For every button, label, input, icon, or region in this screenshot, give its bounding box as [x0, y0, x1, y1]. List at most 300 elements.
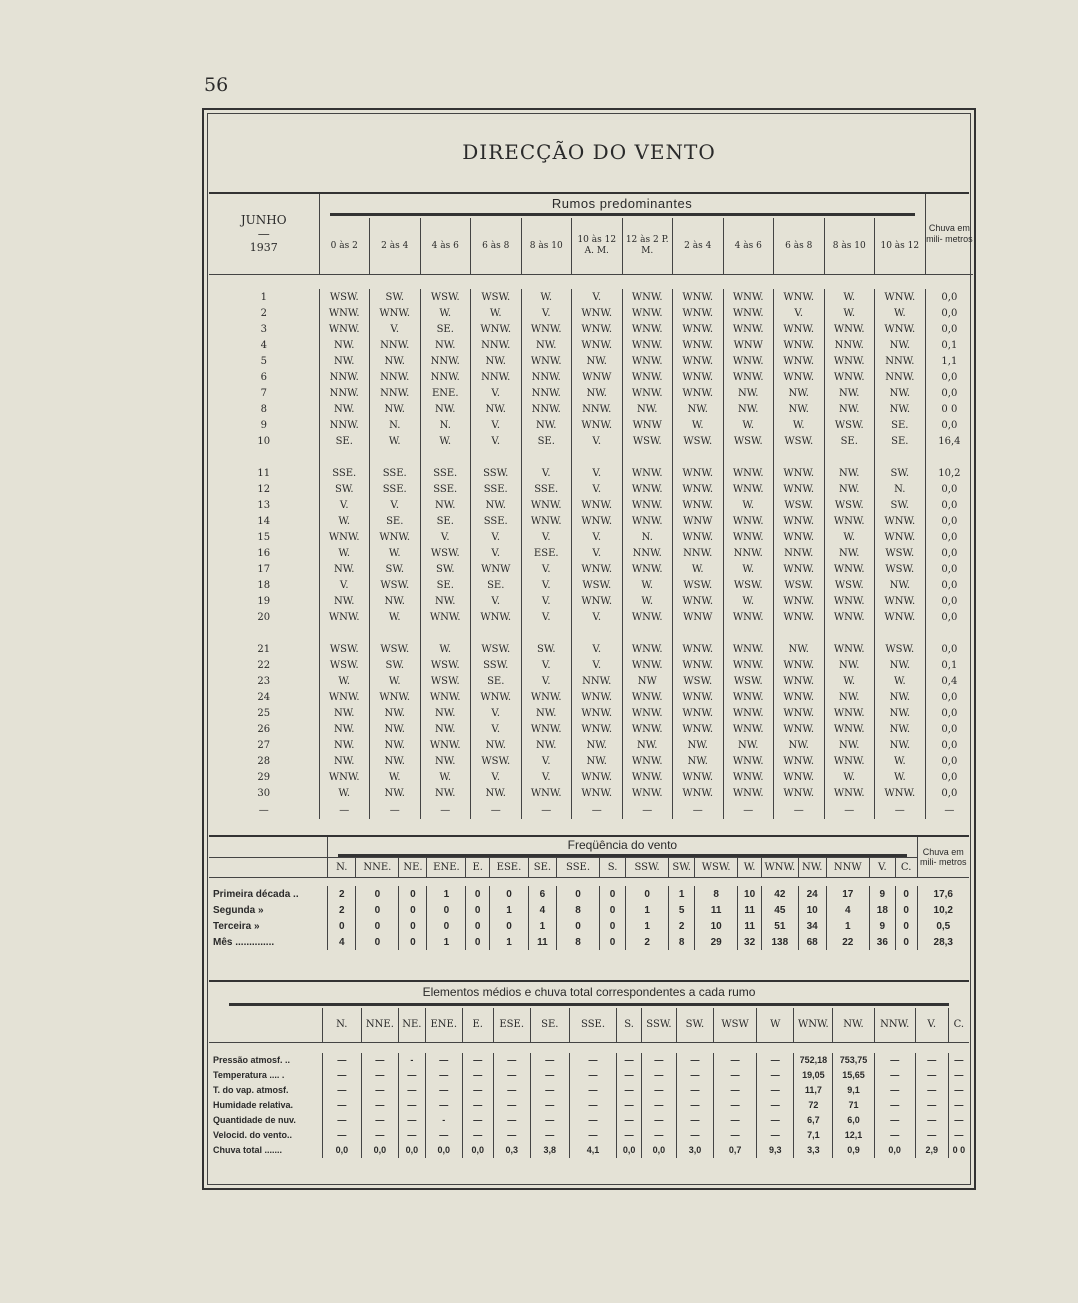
- elements-cell: —: [948, 1053, 969, 1068]
- elements-cell: —: [676, 1053, 713, 1068]
- direction-cell: W.: [875, 305, 926, 321]
- day-cell: 23: [257, 675, 271, 687]
- direction-cell: NW.: [824, 465, 875, 481]
- direction-cell: WNW.: [723, 321, 774, 337]
- elements-cell: —: [530, 1068, 569, 1083]
- time-col-header: 10 às 12 A. M.: [572, 218, 623, 275]
- elements-cell: —: [530, 1083, 569, 1098]
- direction-cell: WNW.: [420, 609, 471, 625]
- time-col-header: 6 às 8: [471, 218, 522, 275]
- elements-cell: —: [462, 1068, 493, 1083]
- elements-cell: —: [530, 1053, 569, 1068]
- direction-cell: WSW.: [420, 545, 471, 561]
- direction-cell: WNW.: [572, 497, 623, 513]
- direction-cell: NW.: [319, 753, 370, 769]
- direction-cell: NNW.: [622, 545, 673, 561]
- elements-cell: —: [874, 1128, 915, 1143]
- elements-cell: —: [425, 1053, 462, 1068]
- direction-cell: NW.: [572, 753, 623, 769]
- direction-cell: WSW.: [319, 657, 370, 673]
- elements-cell: —: [361, 1113, 398, 1128]
- direction-cell: W.: [319, 785, 370, 801]
- elements-header: [209, 982, 969, 1008]
- day-cell: 17: [257, 563, 271, 575]
- direction-cell: NW.: [370, 353, 421, 369]
- end-dash: —: [875, 801, 926, 819]
- frequency-cell: 0: [600, 886, 626, 902]
- direction-cell: NNW.: [319, 369, 370, 385]
- direction-cell: WNW: [471, 561, 522, 577]
- direction-cell: NNW.: [521, 401, 572, 417]
- frequency-cell: 0: [356, 918, 399, 934]
- rain-cell: 0,0: [925, 737, 973, 753]
- frequency-cell: 18: [869, 902, 895, 918]
- direction-cell: WNW.: [370, 305, 421, 321]
- frequency-cell: 0: [600, 902, 626, 918]
- frequency-col-header: SE.: [528, 858, 556, 878]
- direction-cell: WNW.: [572, 513, 623, 529]
- frequency-cell: 0: [399, 902, 427, 918]
- elements-cell: —: [874, 1068, 915, 1083]
- direction-cell: WNW.: [622, 337, 673, 353]
- elements-table: [209, 982, 969, 1158]
- elements-col-header: SSE.: [569, 1008, 616, 1042]
- direction-cell: WNW.: [622, 497, 673, 513]
- elements-cell: —: [617, 1053, 642, 1068]
- elements-cell: —: [462, 1113, 493, 1128]
- direction-cell: NW.: [774, 385, 825, 401]
- end-dash: —: [673, 801, 724, 819]
- direction-cell: SE.: [521, 433, 572, 449]
- direction-cell: WNW.: [723, 353, 774, 369]
- direction-cell: NW.: [723, 737, 774, 753]
- elements-cell: —: [641, 1053, 676, 1068]
- direction-cell: WNW.: [622, 305, 673, 321]
- frequency-cell: 4: [528, 902, 556, 918]
- table-row: [209, 1128, 969, 1143]
- direction-cell: WNW.: [622, 657, 673, 673]
- end-dash: —: [925, 801, 973, 819]
- elements-cell: —: [322, 1098, 361, 1113]
- day-cell: 21: [257, 643, 271, 655]
- elements-cell: 19,05: [794, 1068, 833, 1083]
- elements-cell: —: [874, 1098, 915, 1113]
- elements-cell: —: [493, 1068, 530, 1083]
- direction-cell: V.: [471, 417, 522, 433]
- elements-cell: —: [361, 1053, 398, 1068]
- table-row: [209, 769, 973, 785]
- direction-cell: NNW.: [875, 353, 926, 369]
- direction-cell: W.: [370, 769, 421, 785]
- elements-cell: —: [361, 1128, 398, 1143]
- direction-cell: W.: [673, 417, 724, 433]
- elements-cell: —: [398, 1068, 425, 1083]
- direction-cell: WNW: [572, 369, 623, 385]
- direction-cell: W.: [370, 609, 421, 625]
- direction-cell: WNW.: [471, 609, 522, 625]
- frequency-col-header: V.: [869, 858, 895, 878]
- direction-cell: V.: [471, 705, 522, 721]
- direction-cell: SE.: [420, 577, 471, 593]
- frequency-cell: 0: [556, 886, 599, 902]
- frequency-cell: 0: [427, 918, 466, 934]
- elements-cell: —: [915, 1098, 948, 1113]
- rain-cell: 0,0: [925, 289, 973, 305]
- frequency-cell: 138: [761, 934, 798, 950]
- time-col-header: 12 às 2 P. M.: [622, 218, 673, 275]
- direction-cell: WNW.: [622, 289, 673, 305]
- direction-cell: ENE.: [420, 385, 471, 401]
- frequency-cell: 11: [738, 918, 762, 934]
- direction-cell: SW.: [370, 289, 421, 305]
- elements-cell: —: [713, 1053, 756, 1068]
- direction-cell: W.: [824, 289, 875, 305]
- direction-cell: SW.: [370, 561, 421, 577]
- direction-cell: WNW.: [723, 785, 774, 801]
- direction-cell: WNW.: [723, 769, 774, 785]
- frequency-header-brace: [338, 854, 906, 857]
- direction-cell: WSW.: [723, 673, 774, 689]
- row-label: Pressão atmosf. ..: [213, 1055, 291, 1065]
- page-title: DIRECÇÃO DO VENTO: [462, 140, 716, 164]
- table-row: [209, 513, 973, 529]
- direction-cell: NW.: [370, 593, 421, 609]
- elements-cell: —: [915, 1128, 948, 1143]
- direction-cell: WNW.: [622, 689, 673, 705]
- direction-cell: V.: [572, 529, 623, 545]
- direction-cell: WNW.: [774, 561, 825, 577]
- direction-cell: WNW.: [774, 513, 825, 529]
- direction-cell: WNW.: [673, 497, 724, 513]
- elements-cell: 0,3: [493, 1143, 530, 1158]
- frequency-cell: 0: [356, 902, 399, 918]
- direction-cell: WNW.: [572, 321, 623, 337]
- table-row: [209, 902, 969, 918]
- direction-cell: NW.: [420, 705, 471, 721]
- frequency-col-header: N.: [328, 858, 356, 878]
- direction-cell: NNW.: [370, 385, 421, 401]
- elements-cell: —: [676, 1098, 713, 1113]
- direction-cell: NNW.: [471, 369, 522, 385]
- time-col-header: 4 às 6: [420, 218, 471, 275]
- direction-cell: NW.: [774, 401, 825, 417]
- direction-cell: SSE.: [521, 481, 572, 497]
- elements-cell: —: [874, 1113, 915, 1128]
- direction-cell: W.: [370, 433, 421, 449]
- direction-cell: WNW.: [319, 609, 370, 625]
- rain-cell: 0,0: [925, 369, 973, 385]
- direction-cell: WNW.: [521, 497, 572, 513]
- frequency-cell: 1: [490, 934, 529, 950]
- direction-cell: WNW.: [572, 593, 623, 609]
- direction-cell: W.: [875, 769, 926, 785]
- direction-cell: WNW.: [572, 721, 623, 737]
- direction-cell: WNW.: [673, 769, 724, 785]
- direction-cell: NW.: [875, 385, 926, 401]
- elements-cell: 11,7: [794, 1083, 833, 1098]
- direction-cell: WNW.: [521, 321, 572, 337]
- elements-cell: 12,1: [833, 1128, 874, 1143]
- direction-cell: W.: [420, 769, 471, 785]
- elements-cell: 0,0: [874, 1143, 915, 1158]
- direction-cell: W.: [723, 417, 774, 433]
- direction-cell: SSE.: [370, 481, 421, 497]
- frequency-cell: 1: [826, 918, 869, 934]
- frequency-cell: 8: [695, 886, 738, 902]
- elements-cell: —: [493, 1083, 530, 1098]
- frequency-cell: 0: [399, 918, 427, 934]
- table-row: [209, 433, 973, 449]
- day-cell: 1: [260, 291, 267, 303]
- direction-cell: NW.: [875, 721, 926, 737]
- day-cell: 22: [257, 659, 271, 671]
- direction-cell: NW.: [774, 737, 825, 753]
- elements-cell: —: [569, 1068, 616, 1083]
- direction-cell: WNW.: [471, 321, 522, 337]
- elements-cell: —: [530, 1128, 569, 1143]
- elements-cell: —: [915, 1053, 948, 1068]
- direction-cell: N.: [370, 417, 421, 433]
- table-row: [209, 934, 969, 950]
- direction-cell: SE.: [471, 577, 522, 593]
- direction-cell: V.: [572, 465, 623, 481]
- direction-cell: V.: [521, 305, 572, 321]
- rain-cell: 0,1: [925, 337, 973, 353]
- direction-cell: W.: [824, 305, 875, 321]
- elements-cell: —: [425, 1128, 462, 1143]
- direction-cell: NNW.: [572, 401, 623, 417]
- direction-cell: NW.: [420, 497, 471, 513]
- direction-cell: WNW.: [622, 609, 673, 625]
- direction-cell: NW.: [572, 385, 623, 401]
- direction-cell: WNW.: [622, 641, 673, 657]
- row-label: Quantidade de nuv.: [213, 1115, 296, 1125]
- elements-cell: —: [757, 1053, 794, 1068]
- frequency-cell: 11: [695, 902, 738, 918]
- elements-cell: 0,0: [462, 1143, 493, 1158]
- direction-cell: WNW.: [774, 785, 825, 801]
- frequency-cell: 24: [798, 886, 826, 902]
- frequency-table: [209, 837, 969, 956]
- elements-col-header: E.: [462, 1008, 493, 1042]
- direction-cell: SE.: [420, 513, 471, 529]
- direction-cell: WNW.: [673, 385, 724, 401]
- frequency-col-header: NNE.: [356, 858, 399, 878]
- elements-cell: 9,1: [833, 1083, 874, 1098]
- direction-cell: WSW.: [319, 641, 370, 657]
- elements-cell: —: [569, 1098, 616, 1113]
- direction-cell: WNW.: [875, 529, 926, 545]
- direction-cell: WSW.: [420, 289, 471, 305]
- direction-cell: NW.: [370, 721, 421, 737]
- direction-cell: SW.: [319, 481, 370, 497]
- direction-cell: WNW.: [622, 513, 673, 529]
- end-dash: —: [521, 801, 572, 819]
- direction-cell: NW.: [370, 785, 421, 801]
- elements-cell: —: [361, 1083, 398, 1098]
- direction-cell: NW.: [420, 753, 471, 769]
- frequency-cell: 9: [869, 886, 895, 902]
- direction-cell: N.: [875, 481, 926, 497]
- direction-cell: WNW.: [875, 593, 926, 609]
- direction-cell: WNW.: [824, 369, 875, 385]
- direction-cell: WSW.: [875, 545, 926, 561]
- direction-cell: WNW.: [774, 369, 825, 385]
- frequency-cell: 0: [466, 934, 490, 950]
- elements-cell: —: [617, 1128, 642, 1143]
- elements-cell: —: [493, 1128, 530, 1143]
- frequency-cell: 0: [556, 918, 599, 934]
- direction-cell: SW.: [420, 561, 471, 577]
- direction-cell: WNW.: [723, 609, 774, 625]
- month-dash: —: [257, 227, 270, 241]
- frequency-cell: 0: [490, 918, 529, 934]
- elements-col-header: WNW.: [794, 1008, 833, 1042]
- direction-cell: WNW.: [622, 753, 673, 769]
- direction-cell: V.: [370, 321, 421, 337]
- direction-cell: NW.: [370, 705, 421, 721]
- direction-cell: WNW.: [521, 353, 572, 369]
- frequency-cell: 0: [490, 886, 529, 902]
- direction-cell: WNW.: [673, 689, 724, 705]
- direction-cell: NNW.: [471, 337, 522, 353]
- direction-cell: V.: [471, 545, 522, 561]
- direction-cell: V.: [471, 385, 522, 401]
- day-cell: 13: [257, 499, 271, 511]
- direction-cell: NNW.: [673, 545, 724, 561]
- frequency-cell: 0: [356, 886, 399, 902]
- frequency-cell: 8: [669, 934, 695, 950]
- elements-cell: 6,7: [794, 1113, 833, 1128]
- table-row: [209, 753, 973, 769]
- elements-cell: —: [757, 1098, 794, 1113]
- day-cell: 11: [257, 467, 271, 479]
- elements-cell: 9,3: [757, 1143, 794, 1158]
- direction-cell: WNW.: [723, 753, 774, 769]
- table-row: [209, 737, 973, 753]
- direction-cell: WSW.: [824, 497, 875, 513]
- direction-cell: SE.: [319, 433, 370, 449]
- table-row: [209, 1068, 969, 1083]
- direction-cell: WNW.: [572, 305, 623, 321]
- frequency-col-header: NW.: [798, 858, 826, 878]
- direction-cell: V.: [471, 433, 522, 449]
- direction-cell: WNW.: [824, 785, 875, 801]
- direction-cell: WNW.: [774, 321, 825, 337]
- frequency-cell: 1: [669, 886, 695, 902]
- frequency-header-label: Freqüência do vento: [567, 837, 678, 852]
- direction-cell: WNW: [723, 337, 774, 353]
- direction-cell: WNW.: [774, 289, 825, 305]
- elements-cell: 72: [794, 1098, 833, 1113]
- direction-cell: NW.: [521, 705, 572, 721]
- elements-cell: —: [530, 1113, 569, 1128]
- frequency-cell: 0: [600, 918, 626, 934]
- frequency-cell: 0: [328, 918, 356, 934]
- elements-cell: —: [361, 1068, 398, 1083]
- direction-cell: WNW.: [572, 705, 623, 721]
- rain-cell: 0,0: [925, 305, 973, 321]
- elements-cell: —: [948, 1113, 969, 1128]
- day-cell: 26: [257, 723, 271, 735]
- direction-cell: WNW.: [471, 689, 522, 705]
- table-row: [209, 1083, 969, 1098]
- direction-cell: V.: [471, 721, 522, 737]
- direction-cell: WNW.: [622, 321, 673, 337]
- elements-col-header: ENE.: [425, 1008, 462, 1042]
- frequency-cell: 2: [669, 918, 695, 934]
- month-label: JUNHO: [240, 213, 287, 227]
- direction-cell: V.: [521, 529, 572, 545]
- elements-cell: —: [641, 1113, 676, 1128]
- direction-cell: WNW.: [673, 337, 724, 353]
- elements-cell: —: [493, 1113, 530, 1128]
- elements-header-brace: [229, 1003, 949, 1006]
- direction-cell: SE.: [875, 417, 926, 433]
- direction-cell: WNW.: [572, 337, 623, 353]
- direction-cell: WNW.: [723, 689, 774, 705]
- direction-cell: NW.: [370, 753, 421, 769]
- direction-cell: V.: [572, 433, 623, 449]
- elements-cell: —: [948, 1098, 969, 1113]
- direction-cell: WNW.: [319, 529, 370, 545]
- frequency-col-header: WSW.: [695, 858, 738, 878]
- time-col-header: 0 às 2: [319, 218, 370, 275]
- day-cell: 24: [257, 691, 271, 703]
- day-cell: 2: [260, 307, 267, 319]
- direction-cell: SSE.: [420, 481, 471, 497]
- direction-cell: WNW.: [572, 561, 623, 577]
- direction-cell: NW.: [319, 401, 370, 417]
- direction-cell: WNW.: [723, 529, 774, 545]
- elements-cell: —: [874, 1053, 915, 1068]
- frequency-cell: 0: [626, 886, 669, 902]
- direction-cell: NNW.: [319, 417, 370, 433]
- frequency-cell: 4: [328, 934, 356, 950]
- direction-cell: ESE.: [521, 545, 572, 561]
- row-label: Primeira década ..: [213, 888, 299, 900]
- direction-cell: W.: [774, 417, 825, 433]
- table-row: [209, 385, 973, 401]
- elements-col-header: SW.: [676, 1008, 713, 1042]
- direction-cell: V.: [572, 641, 623, 657]
- direction-cell: WNW.: [673, 705, 724, 721]
- direction-cell: NW.: [319, 561, 370, 577]
- day-cell: 20: [257, 611, 271, 623]
- direction-cell: WNW.: [824, 609, 875, 625]
- elements-cell: —: [641, 1128, 676, 1143]
- elements-cell: —: [425, 1098, 462, 1113]
- direction-cell: NW.: [824, 689, 875, 705]
- direction-cell: WNW.: [572, 769, 623, 785]
- table-row: [209, 705, 973, 721]
- table-row: [209, 1143, 969, 1158]
- direction-cell: W.: [420, 305, 471, 321]
- frequency-col-header: NNW: [826, 858, 869, 878]
- rain-cell: 0,0: [925, 321, 973, 337]
- table-row: [209, 481, 973, 497]
- direction-cell: NNW.: [420, 353, 471, 369]
- elements-col-header: NNW.: [874, 1008, 915, 1042]
- frequency-col-header: W.: [738, 858, 762, 878]
- direction-cell: NW.: [420, 721, 471, 737]
- direction-cell: WNW.: [622, 353, 673, 369]
- direction-cell: W.: [370, 673, 421, 689]
- table-row: [209, 801, 973, 819]
- direction-cell: V.: [521, 769, 572, 785]
- direction-cell: V.: [572, 481, 623, 497]
- elements-cell: —: [915, 1113, 948, 1128]
